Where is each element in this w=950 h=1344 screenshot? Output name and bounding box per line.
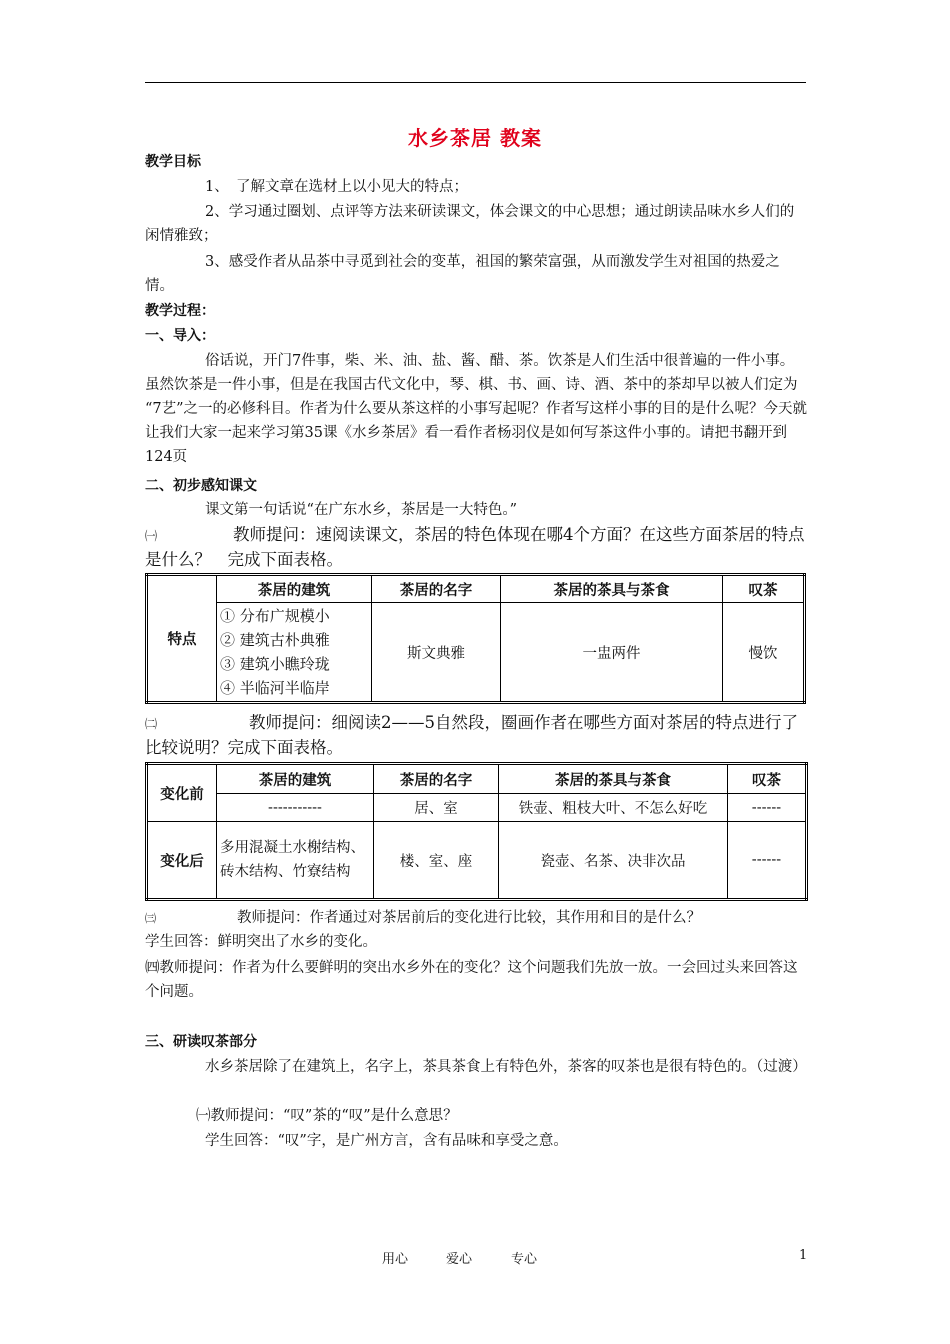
section2-heading: 二、初步感知课文 (145, 478, 257, 494)
page-number: 1 (799, 1248, 808, 1263)
question-2 (145, 711, 808, 760)
goal-1: 1、 了解文章在选材上以小见大的特点； (205, 179, 468, 195)
footer-motto-3: 专心 (511, 1252, 538, 1267)
intro-heading: 一、导入： (145, 328, 215, 344)
header-name: 茶居的名字 (372, 575, 501, 603)
intro-paragraph: 俗话说，开门7件事，柴、米、油、盐、酱、醋、茶。饮茶是人们生活中很普遍的一件小事。虽然饮茶是一件小事，但是在我国古代文化中，琴、棋、书、画、诗、酒、茶中的茶却早以被人们定为 “7艺”之一的必修科目。作者为什么要从茶这样的小事写起呢？作者写这样小事的目的是什么呢？今天就让我们大家一起来学习第35课《水乡茶居》看一看作者杨羽仪是如何写茶这件小事的。请把书翻开到124页 (145, 353, 808, 465)
question-2-text: 教师提问：细阅读2——5自然段，圈画作者在哪些方面对茶居的特点进行了比较说明？完成下面表格。 (145, 713, 798, 757)
after-ware-cell: 瓷壶、名茶、决非次品 (499, 822, 728, 900)
question-3 (145, 906, 808, 931)
answer-5: 学生回答：“叹”字，是广州方言，含有品味和享受之意。 (205, 1133, 568, 1149)
header-ware: 茶居的茶具与茶食 (499, 764, 728, 794)
before-name-cell: 居、室 (374, 794, 499, 822)
section2-text: 课文第一句话说“在广东水乡，茶居是一大特色。” (205, 502, 518, 518)
ware-feature-cell: 一盅两件 (501, 603, 723, 703)
after-building-cell: 多用混凝土水榭结构、砖木结构、竹寮结构 (217, 822, 374, 900)
question-5: ㈠教师提问：“叹”茶的“叹”是什么意思？ (196, 1108, 458, 1124)
before-building-cell: ----------- (217, 794, 374, 822)
header-building: 茶居的建筑 (217, 575, 372, 603)
question-1-marker: ㈠ (145, 529, 158, 543)
row-label-after: 变化后 (147, 822, 217, 900)
header-rule (145, 82, 806, 83)
list-item: ① 分布广规模小 (220, 607, 330, 625)
row-label-before: 变化前 (147, 764, 217, 822)
building-features-cell (217, 603, 372, 703)
features-table (145, 573, 806, 704)
name-feature-cell: 斯文典雅 (372, 603, 501, 703)
comparison-table (145, 762, 808, 901)
list-item: ③ 建筑小瞧玲珑 (220, 655, 330, 673)
header-ware: 茶居的茶具与茶食 (501, 575, 723, 603)
section3-text: 水乡茶居除了在建筑上，名字上，茶具茶食上有特色外，茶客的叹茶也是很有特色的。（过渡） (205, 1059, 807, 1075)
row-label-features: 特点 (147, 575, 217, 703)
goals-heading: 教学目标 (145, 154, 201, 170)
header-building: 茶居的建筑 (217, 764, 374, 794)
after-name-cell: 楼、室、座 (374, 822, 499, 900)
question-2-marker: ㈡ (145, 717, 158, 731)
list-item: ② 建筑古朴典雅 (220, 631, 330, 649)
answer-3: 学生回答：鲜明突出了水乡的变化。 (145, 934, 377, 950)
before-tea-cell: ------ (728, 794, 807, 822)
goal-2: 2、学习通过圈划、点评等方法来研读课文，体会课文的中心思想；通过朗读品味水乡人们的闲情雅致； (145, 204, 795, 244)
header-tea: 叹茶 (728, 764, 807, 794)
process-heading: 教学过程： (145, 303, 215, 319)
footer-motto-2: 爱心 (446, 1252, 473, 1267)
footer-motto-1: 用心 (382, 1252, 409, 1267)
list-item: ④ 半临河半临岸 (220, 679, 330, 697)
tea-feature-cell: 慢饮 (723, 603, 805, 703)
question-3-marker: ㈢ (145, 912, 156, 925)
goal-3: 3、感受作者从品茶中寻觅到社会的变革，祖国的繁荣富强，从而激发学生对祖国的热爱之情。 (145, 254, 780, 294)
before-ware-cell: 铁壶、粗枝大叶、不怎么好吃 (499, 794, 728, 822)
question-4: ㈣教师提问：作者为什么要鲜明的突出水乡外在的变化？这个问题我们先放一放。一会回过头来回答这个问题。 (145, 960, 798, 1000)
page-title: 水乡茶居 教案 (408, 126, 542, 150)
question-1-text: 教师提问：速阅读课文，茶居的特色体现在哪4个方面？在这些方面茶居的特点是什么？ 完成下面表格。 (145, 525, 805, 569)
question-3-text: 教师提问：作者通过对茶居前后的变化进行比较，其作用和目的是什么？ (237, 910, 701, 926)
header-name: 茶居的名字 (374, 764, 499, 794)
header-tea: 叹茶 (723, 575, 805, 603)
question-1 (145, 523, 808, 572)
section3-heading: 三、研读叹茶部分 (145, 1034, 257, 1050)
after-tea-cell: ------ (728, 822, 807, 900)
